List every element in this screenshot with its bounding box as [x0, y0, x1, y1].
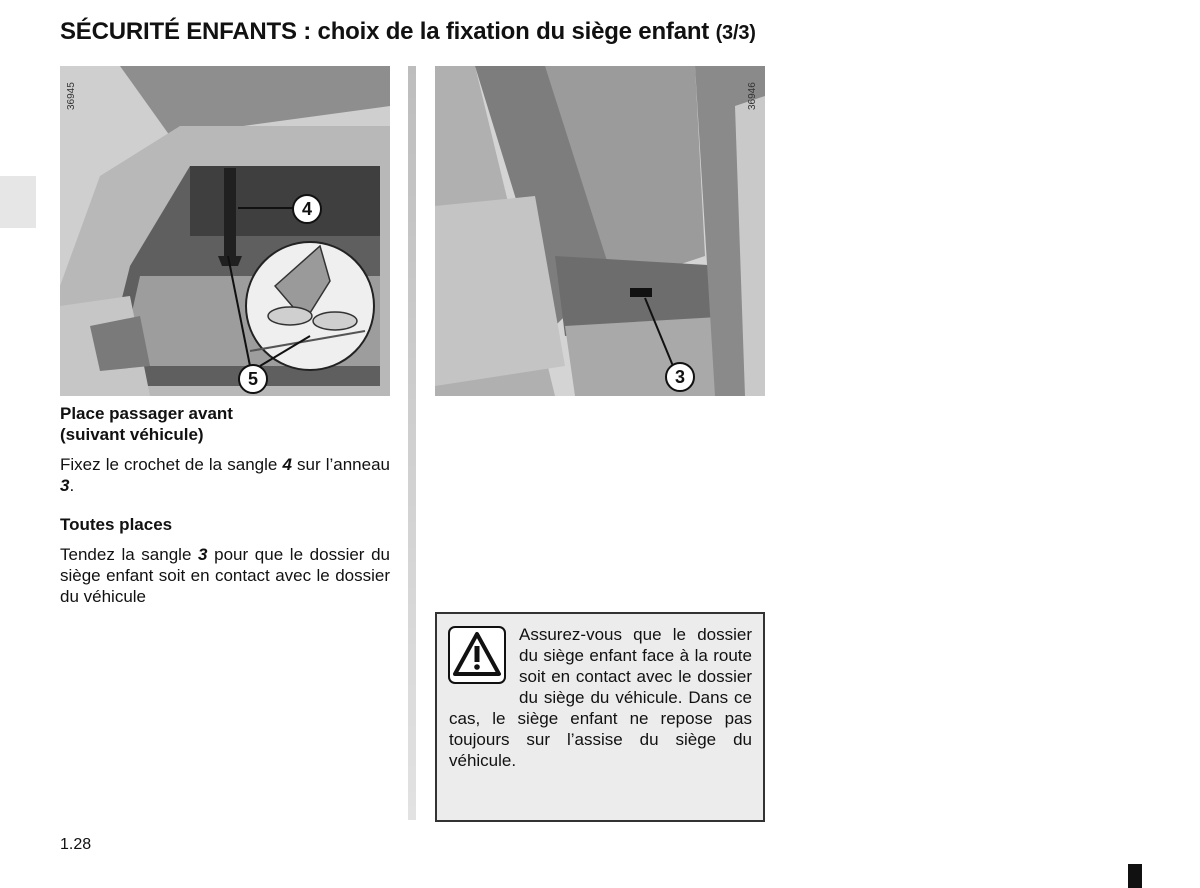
callout-label: 4	[292, 194, 322, 224]
instruction-paragraph	[60, 544, 390, 607]
reference-number: 3	[198, 545, 208, 564]
figure-id: 36945	[66, 82, 77, 110]
text-run: Tendez la sangle	[60, 545, 199, 564]
section-heading: Toutes places	[60, 515, 173, 534]
reference-number: 4	[282, 455, 292, 474]
text-run: sur l’anneau	[291, 455, 391, 474]
rear-seat-illustration	[435, 66, 765, 396]
reference-number: 3	[60, 476, 70, 495]
instruction-paragraph	[60, 454, 390, 496]
trunk-strap-drawing	[60, 66, 390, 396]
warning-text: Assurez-vous que le dossier du siège enfant face à la route soit en contact avec le dossier du siège du véhicule. Dans ce cas, le siège enfant ne repose pas toujours sur l’assise du siège du véhicule.	[449, 625, 752, 770]
rear-seat-drawing	[435, 66, 765, 396]
text-run: .	[69, 476, 75, 495]
page-title-part: (3/3)	[715, 22, 756, 44]
text-run: Fixez le crochet de la sangle	[60, 455, 283, 474]
page-title-text: SÉCURITÉ ENFANTS : choix de la fixation du siège enfant	[60, 18, 710, 45]
text-run: pour que le dossier du siège enfant soit en contact avec le dossier du véhicule	[60, 545, 390, 606]
section-heading-line: Place passager avant	[60, 404, 233, 423]
page-number: 1.28	[60, 836, 92, 853]
page-title	[60, 18, 1060, 46]
page-edge-marker	[1128, 864, 1142, 888]
callout-label: 3	[665, 362, 695, 392]
chapter-tab	[0, 176, 36, 228]
column-divider	[408, 66, 416, 820]
callout-label: 5	[238, 364, 268, 394]
trunk-strap-illustration	[60, 66, 390, 396]
warning-box	[435, 612, 765, 822]
section-heading	[60, 403, 390, 445]
section-heading-line: (suivant véhicule)	[60, 425, 204, 444]
figure-id: 36946	[747, 82, 758, 110]
